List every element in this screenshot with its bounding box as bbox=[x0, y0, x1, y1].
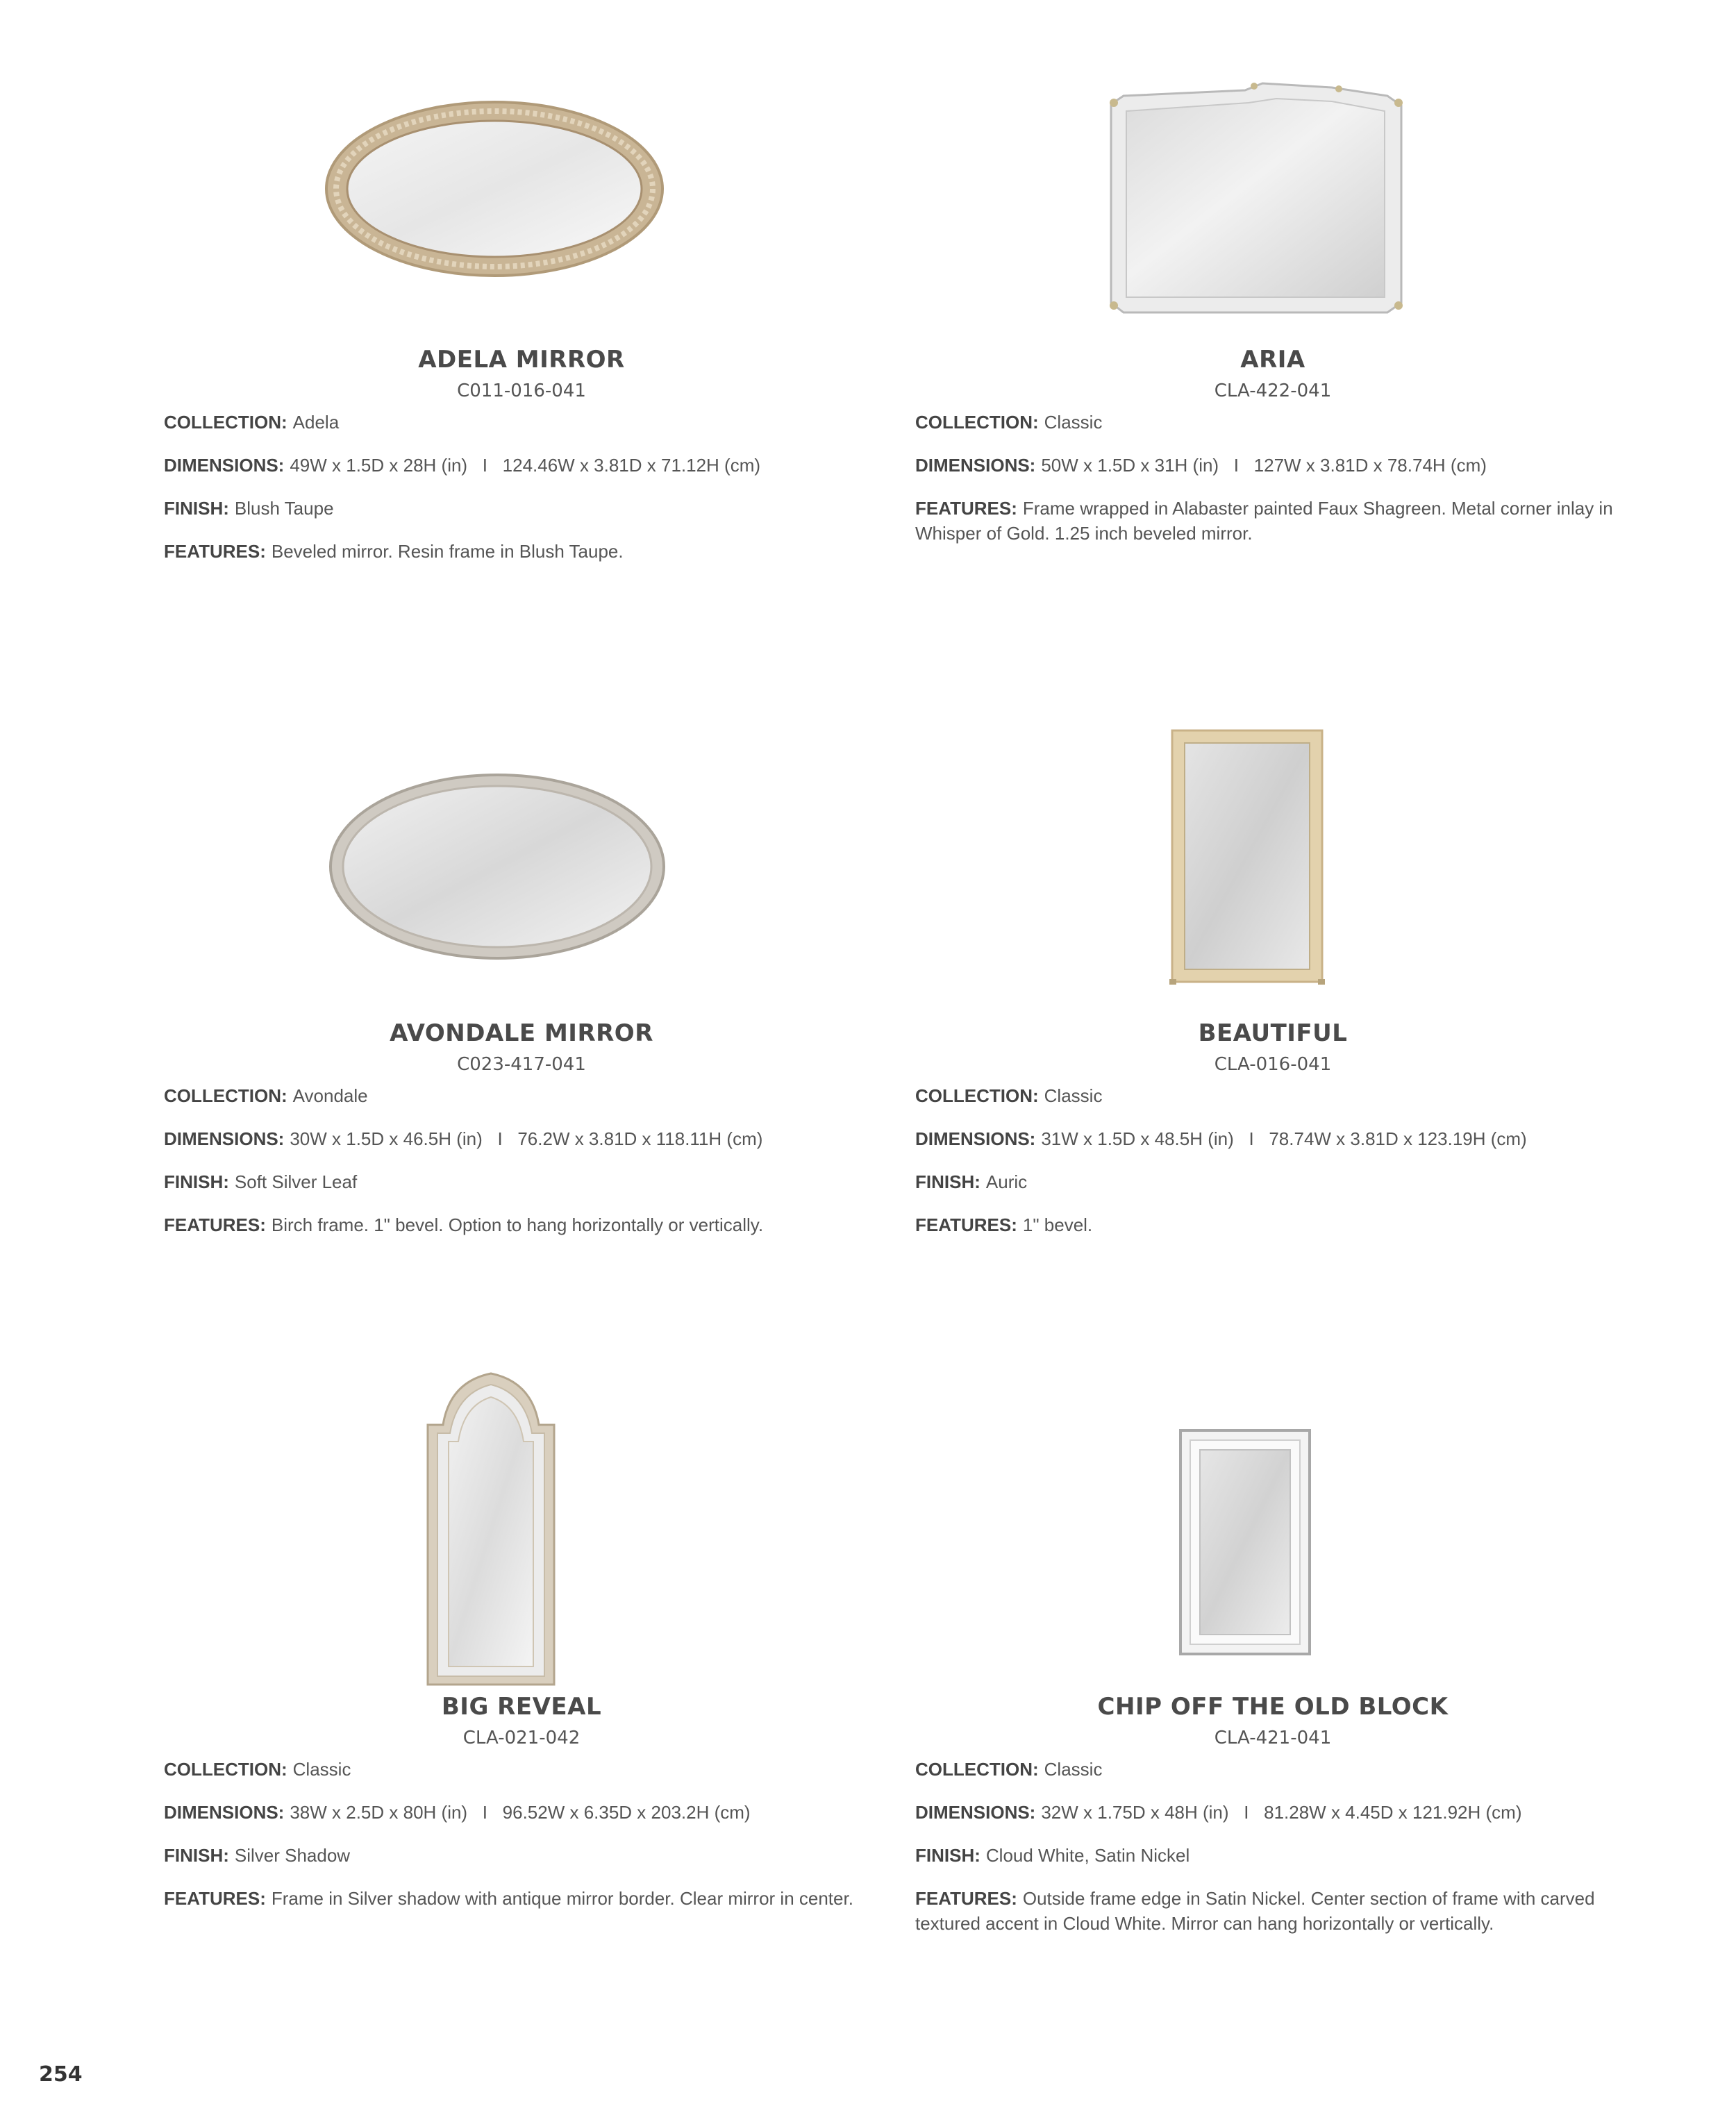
spec-features: FEATURES: 1" bevel. bbox=[915, 1214, 1093, 1235]
spec-finish: FINISH: Soft Silver Leaf bbox=[164, 1171, 358, 1192]
product-specs bbox=[164, 410, 879, 582]
spec-dimensions: DIMENSIONS: 32W x 1.75D x 48H (in) I 81.28W x 4.45D x 121.92H (cm) bbox=[915, 1802, 1522, 1823]
product-image-avondale-mirror bbox=[164, 687, 879, 1014]
spec-features: FEATURES: Birch frame. 1" bevel. Option to hang horizontally or vertically. bbox=[164, 1214, 764, 1235]
spec-features: FEATURES: Frame in Silver shadow with antique mirror border. Clear mirror in center. bbox=[164, 1888, 853, 1909]
product-name: CHIP OFF THE OLD BLOCK bbox=[1097, 1693, 1449, 1721]
product-sku: C011-016-041 bbox=[457, 381, 586, 401]
product-sku: CLA-021-042 bbox=[462, 1728, 581, 1748]
product-specs bbox=[164, 1083, 879, 1255]
spec-collection: COLLECTION: Avondale bbox=[164, 1085, 368, 1106]
product-name: ADELA MIRROR bbox=[418, 346, 625, 374]
spec-collection: COLLECTION: Classic bbox=[164, 1759, 351, 1780]
product-sku: CLA-016-041 bbox=[1214, 1054, 1332, 1075]
arched-mirror-illustration bbox=[915, 14, 1630, 340]
product-specs bbox=[915, 1083, 1630, 1255]
product-name: AVONDALE MIRROR bbox=[390, 1019, 653, 1047]
product-name: BIG REVEAL bbox=[441, 1693, 602, 1721]
product-name: BEAUTIFUL bbox=[1198, 1019, 1348, 1047]
spec-dimensions: DIMENSIONS: 49W x 1.5D x 28H (in) I 124.46W x 3.81D x 71.12H (cm) bbox=[164, 455, 761, 476]
spec-dimensions: DIMENSIONS: 38W x 2.5D x 80H (in) I 96.52W x 6.35D x 203.2H (cm) bbox=[164, 1802, 751, 1823]
product-image-adela-mirror bbox=[164, 14, 879, 340]
arched-tall-mirror-illustration bbox=[164, 1361, 879, 1687]
spec-collection: COLLECTION: Classic bbox=[915, 1085, 1103, 1106]
spec-dimensions: DIMENSIONS: 31W x 1.5D x 48.5H (in) I 78.74W x 3.81D x 123.19H (cm) bbox=[915, 1128, 1527, 1149]
page-number: 254 bbox=[39, 2062, 83, 2087]
product-name: ARIA bbox=[1240, 346, 1305, 374]
oval-mirror-illustration bbox=[164, 687, 879, 1014]
product-specs bbox=[915, 410, 1630, 564]
product-specs bbox=[164, 1757, 879, 1929]
product-sku: CLA-421-041 bbox=[1214, 1728, 1332, 1748]
product-image-big-reveal bbox=[164, 1361, 879, 1687]
spec-features: FEATURES: Frame wrapped in Alabaster painted Faux Shagreen. Metal corner inlay in Whisper of Gold. 1.25 inch beveled mirror. bbox=[915, 498, 1613, 544]
spec-dimensions: DIMENSIONS: 30W x 1.5D x 46.5H (in) I 76.2W x 3.81D x 118.11H (cm) bbox=[164, 1128, 763, 1149]
spec-features: FEATURES: Outside frame edge in Satin Nickel. Center section of frame with carved textured accent in Cloud White. Mirror can hang horizontally or vertically. bbox=[915, 1888, 1595, 1934]
rectangular-mirror-illustration bbox=[915, 1361, 1630, 1687]
spec-finish: FINISH: Blush Taupe bbox=[164, 498, 334, 519]
spec-finish: FINISH: Cloud White, Satin Nickel bbox=[915, 1845, 1190, 1866]
spec-collection: COLLECTION: Adela bbox=[164, 412, 340, 433]
spec-features: FEATURES: Beveled mirror. Resin frame in Blush Taupe. bbox=[164, 541, 624, 562]
product-sku: C023-417-041 bbox=[457, 1054, 586, 1075]
product-sku: CLA-422-041 bbox=[1214, 381, 1332, 401]
spec-collection: COLLECTION: Classic bbox=[915, 1759, 1103, 1780]
product-specs bbox=[915, 1757, 1630, 1954]
product-image-beautiful bbox=[915, 687, 1630, 1014]
product-image-chip-off-the-old-block bbox=[915, 1361, 1630, 1687]
spec-dimensions: DIMENSIONS: 50W x 1.5D x 31H (in) I 127W x 3.81D x 78.74H (cm) bbox=[915, 455, 1487, 476]
product-image-aria bbox=[915, 14, 1630, 340]
spec-finish: FINISH: Auric bbox=[915, 1171, 1028, 1192]
oval-mirror-illustration bbox=[164, 14, 879, 340]
rectangular-mirror-illustration bbox=[915, 687, 1630, 1014]
spec-collection: COLLECTION: Classic bbox=[915, 412, 1103, 433]
spec-finish: FINISH: Silver Shadow bbox=[164, 1845, 351, 1866]
